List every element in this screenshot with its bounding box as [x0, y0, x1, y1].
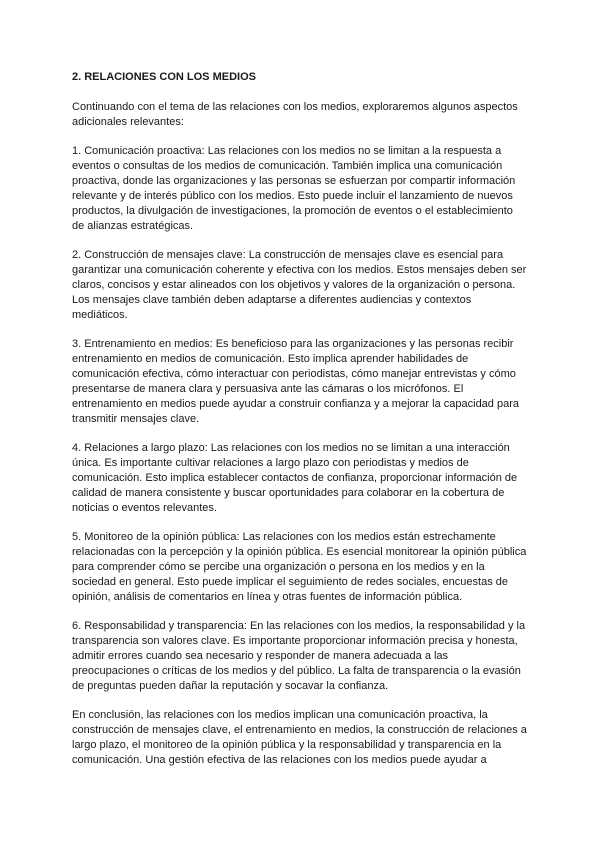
item-public-opinion-monitoring: 5. Monitoreo de la opinión pública: Las relaciones con los medios están estrechamente relacionadas con la percepción y la opinión pública. Es esencial monitorear la opinión pública para comprender cómo se percibe una organización o persona en los medios y en la sociedad en general. Esto puede implicar el seguimiento de redes sociales, encuestas de opinión, análisis de comentarios en línea y otras fuentes de información pública. — [72, 531, 527, 603]
item-proactive-communication: 1. Comunicación proactiva: Las relaciones con los medios no se limitan a la respuesta a eventos o consultas de los medios de comunicación. También implica una comunicación proactiva, donde las organizaciones y las personas se esfuerzan por compartir información relevante y de interés público con los medios. Esto puede incluir el lanzamiento de nuevos productos, la divulgación de investigaciones, la promoción de eventos o el establecimiento de alianzas estratégicas. — [72, 145, 516, 232]
item-media-training: 3. Entrenamiento en medios: Es beneficioso para las organizaciones y las personas recibir entrenamiento en medios de comunicación. Esto implica aprender habilidades de comunicación efectiva, cómo interactuar con periodistas, cómo manejar entrevistas y cómo presentarse de manera clara y persuasiva ante las cámaras o los micrófonos. El entrenamiento en medios puede ayudar a construir confianza y a mejorar la capacidad para transmitir mensajes clave. — [72, 338, 519, 425]
conclusion-paragraph: En conclusión, las relaciones con los medios implican una comunicación proactiva, la construcción de mensajes clave, el entrenamiento en medios, la construcción de relaciones a largo plazo, el monitoreo de la opinión pública y la responsabilidad y transparencia en la comunicación. Una gestión efectiva de las relaciones con los medios puede ayudar a — [72, 709, 527, 766]
item-key-messages: 2. Construcción de mensajes clave: La construcción de mensajes clave es esencial para garantizar una comunicación coherente y efectiva con los medios. Estos mensajes deben ser claros, concisos y estar alineados con los objetivos y valores de la organización o persona. Los mensajes clave también deben adaptarse a diferentes audiencias y contextos mediáticos. — [72, 249, 527, 321]
document-page — [72, 70, 528, 782]
item-responsibility-transparency: 6. Responsabilidad y transparencia: En las relaciones con los medios, la responsabilidad y la transparencia son valores clave. Es importante proporcionar información precisa y honesta, admitir errores cuando sea necesario y responder de manera adecuada a las preocupaciones o críticas de los medios y del público. La falta de transparencia o la evasión de preguntas pueden dañar la reputación y socavar la confianza. — [72, 620, 526, 692]
intro-paragraph: Continuando con el tema de las relaciones con los medios, exploraremos algunos aspectos adicionales relevantes: — [72, 101, 518, 128]
item-long-term-relations: 4. Relaciones a largo plazo: Las relaciones con los medios no se limitan a una interacción única. Es importante cultivar relaciones a largo plazo con periodistas y medios de comunicación. Esto implica establecer contactos de confianza, proporcionar información de calidad de manera consistente y buscar oportunidades para colaborar en la cobertura de noticias o eventos relevantes. — [72, 442, 518, 514]
section-heading: 2. RELACIONES CON LOS MEDIOS — [72, 71, 256, 83]
